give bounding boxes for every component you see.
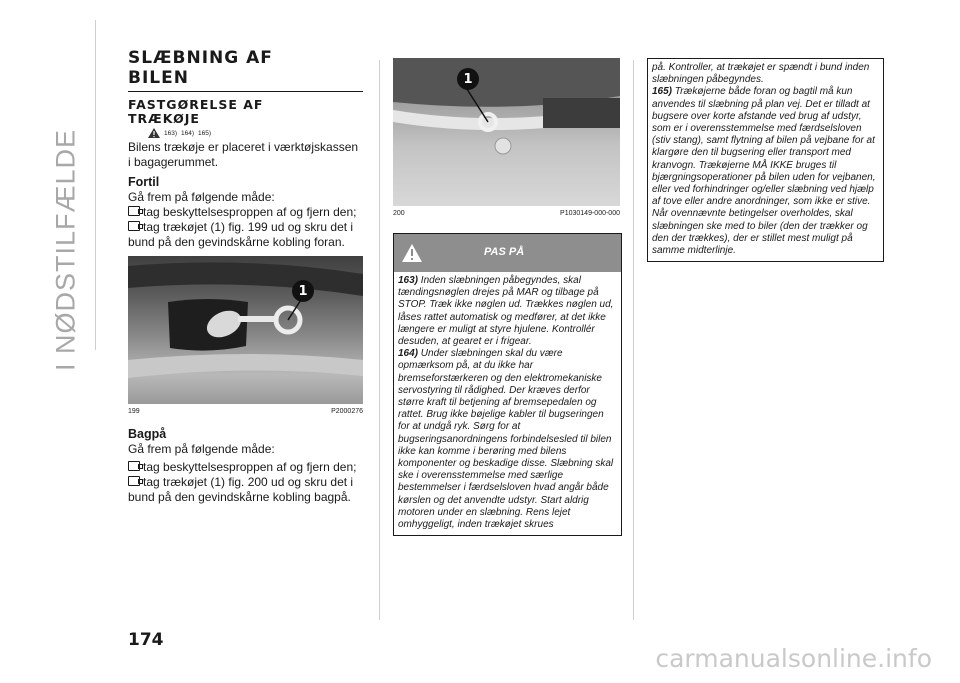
warning-164: 164) Under slæbningen skal du være opmærksom på, at du ikke har bremseforstærkeren og den elektromekaniske servostyring til rådighed. Der kræves derfor større kraft til betjening af bremsepedalen og rattet. Brug ikke bøjelige kabler til bugseringen for at undgå ryk. Sørg for at bugseringsanordningens forbindelsesled til bilen ikke kan komme i berøring med bilens komponenter og beskadige disse. Slæbning skal ske i overensstemmelse med særlige bestemmelser i færdselsloven hvad angår både kørslen og det anvendte udstyr. Start aldrig motoren under en slæbning. Rens lejet omhyggeligt, inden trækøjet skrues: [398, 348, 614, 531]
section-heading: FASTGØRELSE AF TRÆKØJE: [128, 97, 264, 126]
figure-number: 199: [128, 408, 140, 415]
front-lead: Gå frem på følgende måde:: [128, 190, 275, 204]
title-rule: [128, 91, 363, 92]
warning-header: [394, 234, 621, 272]
intro-text: Bilens trækøje er placeret i værktøjskassen i bagagerummet.: [128, 140, 359, 169]
bullet-icon: [128, 461, 140, 471]
warning-163: 163) Inden slæbningen påbegyndes, skal tændingsnøglen drejes på MAR og tilbage på STOP. Træk ikke nøglen ud. Trækkes nøglen ud, låses rattet automatisk og medfører, at det ikke længere er muligt at styre hjulene. Kontrollér desuden, at gearet er i frigear.: [398, 275, 614, 348]
chapter-side-tab: I NØDSTILFÆLDE: [50, 128, 81, 372]
rear-heading: Bagpå: [128, 427, 167, 441]
front-heading: Fortil: [128, 175, 160, 189]
ref-163[interactable]: 163): [164, 129, 178, 137]
figure-199-image: [128, 256, 363, 404]
front-step-1: tag beskyttelsesproppen af og fjern den;: [128, 205, 363, 220]
warning-triangle-icon: [402, 244, 422, 262]
figure-200: [393, 58, 620, 206]
rear-step-1: tag beskyttelsesproppen af og fjern den;: [128, 460, 363, 475]
warning-box: [393, 233, 622, 536]
figure-code: P2000276: [331, 408, 363, 415]
column-divider-1: [379, 60, 380, 620]
column-2: [393, 58, 620, 536]
column-divider-2: [633, 60, 634, 620]
bullet-icon: [128, 206, 140, 216]
column-3-warning-continued: [647, 58, 884, 262]
callout-1: 1: [457, 68, 479, 90]
ref-164[interactable]: 164): [181, 129, 195, 137]
bullet-icon: [128, 221, 140, 231]
side-divider: [95, 20, 96, 350]
column-1: [128, 48, 363, 505]
ref-165[interactable]: 165): [198, 129, 212, 137]
warning-triangle-icon: [148, 128, 160, 138]
page-number: 174: [128, 630, 164, 650]
warning-references: [148, 128, 363, 138]
bullet-icon: [128, 476, 140, 486]
figure-199-caption: [128, 408, 363, 415]
figure-code: P1030149-000-000: [560, 210, 620, 217]
page-title: SLÆBNING AF BILEN: [128, 48, 273, 88]
watermark: carmanualsonline.info: [655, 644, 932, 673]
front-step-2: tag trækøjet (1) fig. 199 ud og skru det i bund på den gevindskårne kobling foran.: [128, 220, 354, 249]
warning-165: 165) Trækøjerne både foran og bagtil må kun anvendes til slæbning på plan vej. Det er tilladt at bugsere over korte afstande ved brug af udstyr, som er i overensstemmelse med færdselsloven (stiv stang), samt flytning af bilen på vejbane for at klargøre den til bugsering eller transport med kranvogn. Trækøjerne MÅ IKKE bruges til bjærgningsoperationer på bilen uden for vejbanen, eller ved forhindringer og/eller slæbning ved hjælp af tove eller andre anordninger, som ikke er stive. Når ovennævnte betingelser overholdes, skal slæbningen ske med to biler (den der trækker og den der trækkes), der er stillet mest muligt på samme midterlinje.: [652, 86, 876, 257]
warning-body: [394, 272, 621, 535]
figure-number: 200: [393, 210, 405, 217]
figure-199: [128, 256, 363, 404]
callout-1: 1: [292, 280, 314, 302]
figure-200-caption: [393, 210, 620, 217]
rear-lead: Gå frem på følgende måde:: [128, 442, 275, 456]
rear-step-2: tag trækøjet (1) fig. 200 ud og skru det i bund på den gevindskårne kobling bagpå.: [128, 475, 354, 504]
warning-title: PAS PÅ: [484, 246, 525, 258]
figure-200-image: [393, 58, 620, 206]
warning-continued-text: på. Kontroller, at trækøjet er spændt i bund inden slæbningen påbegyndes.: [652, 62, 870, 86]
